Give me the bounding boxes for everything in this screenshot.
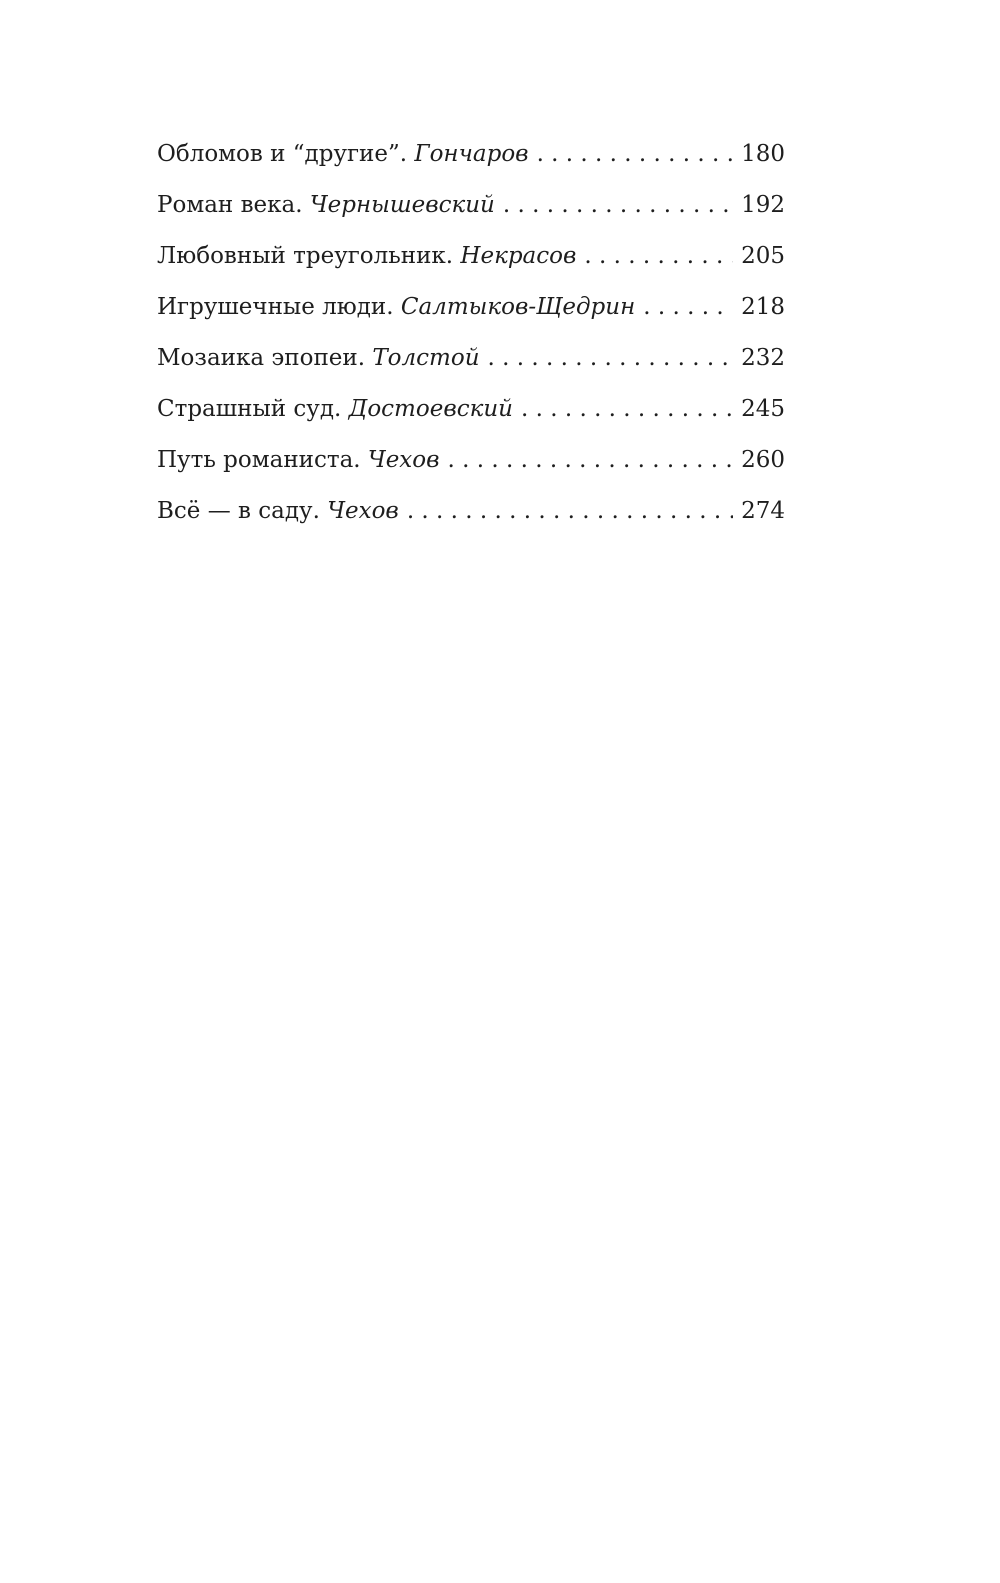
toc-entry-title: Всё — в саду.: [157, 498, 320, 524]
toc-entry-author: Толстой: [372, 345, 480, 371]
dot-leader: [521, 389, 733, 429]
toc-entry-title: Страшный суд.: [157, 396, 342, 422]
dot-leader: [503, 185, 733, 225]
toc-entry-title-group: [157, 236, 576, 276]
dot-leader: [643, 287, 733, 327]
toc-entry-page-number: 205: [741, 243, 785, 269]
dot-leader: [488, 338, 734, 378]
toc-entry-title-group: [157, 134, 529, 174]
toc-entry: [157, 134, 785, 185]
toc-entry-page-number: 274: [741, 498, 785, 524]
toc-entry-author: Чернышевский: [309, 192, 495, 218]
toc-entry-title: Путь романиста.: [157, 447, 361, 473]
toc-entry: [157, 389, 785, 440]
toc-entry-author: Некрасов: [460, 243, 577, 269]
table-of-contents: [157, 134, 785, 542]
toc-entry-title: Игрушечные люди.: [157, 294, 394, 320]
toc-entry: [157, 185, 785, 236]
toc-entry-title-group: [157, 440, 440, 480]
toc-entry-title-group: [157, 287, 635, 327]
toc-entry-page-number: 260: [741, 447, 785, 473]
toc-entry: [157, 338, 785, 389]
toc-entry-title: Роман века.: [157, 192, 303, 218]
toc-entry-page-number: 245: [741, 396, 785, 422]
toc-entry-title: Обломов и “другие”.: [157, 141, 408, 167]
toc-entry: [157, 287, 785, 338]
toc-entry-page-number: 180: [741, 141, 785, 167]
toc-entry-title: Мозаика эпопеи.: [157, 345, 366, 371]
toc-entry-page-number: 218: [741, 294, 785, 320]
toc-entry-page-number: 192: [741, 192, 785, 218]
dot-leader: [407, 491, 733, 531]
toc-entry-author: Чехов: [367, 447, 440, 473]
toc-entry-author: Достоевский: [348, 396, 513, 422]
toc-entry: [157, 236, 785, 287]
toc-entry-title-group: [157, 185, 495, 225]
dot-leader: [537, 134, 734, 174]
toc-entry-title: Любовный треугольник.: [157, 243, 454, 269]
dot-leader: [448, 440, 734, 480]
toc-entry-title-group: [157, 491, 399, 531]
toc-entry-title-group: [157, 389, 513, 429]
toc-entry: [157, 440, 785, 491]
toc-entry-title-group: [157, 338, 480, 378]
toc-entry-author: Салтыков-Щедрин: [400, 294, 636, 320]
dot-leader: [584, 236, 733, 276]
toc-entry: [157, 491, 785, 542]
toc-entry-author: Чехов: [327, 498, 399, 524]
toc-entry-author: Гончаров: [414, 141, 529, 167]
toc-entry-page-number: 232: [741, 345, 785, 371]
